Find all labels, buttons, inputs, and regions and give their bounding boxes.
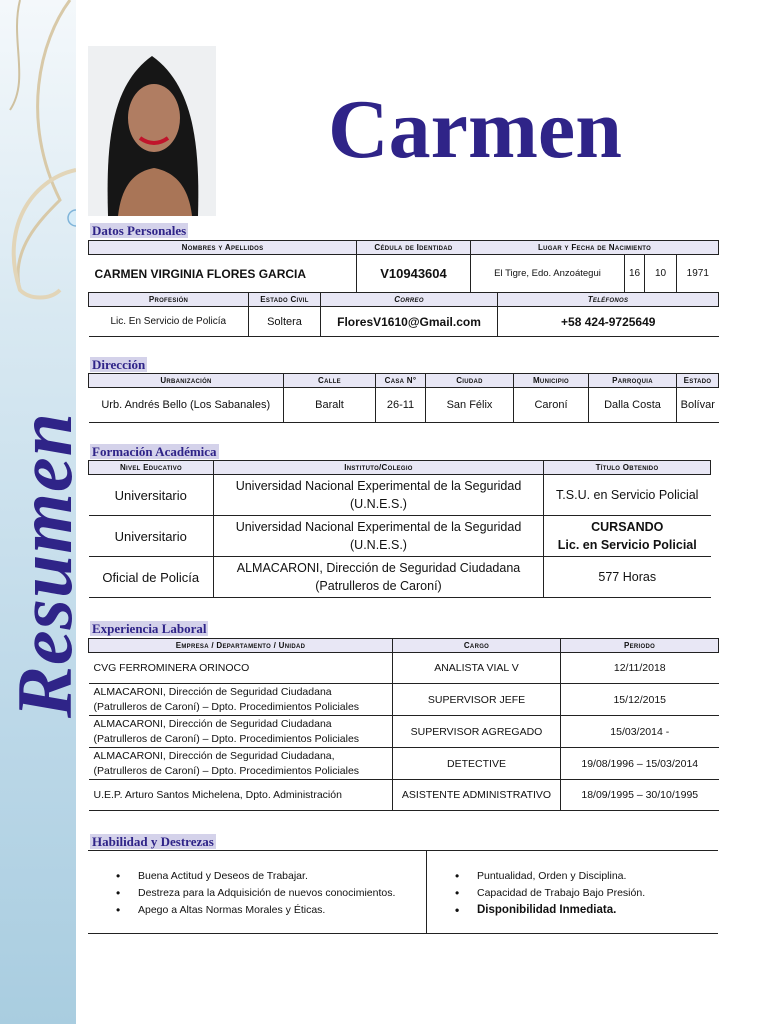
header-telefonos: Teléfonos — [498, 293, 719, 307]
list-item: • Disponibilidad Inmediata. — [427, 902, 718, 919]
empresa-value — [89, 716, 393, 748]
instituto-line-1: ALMACARONI, Dirección de Seguridad Ciudadana — [236, 561, 521, 575]
header-cedula: Cédula de Identidad — [357, 241, 471, 255]
experiencia-table — [88, 638, 719, 811]
formacion-title: Formación Académica — [92, 444, 217, 459]
section-title-direccion — [90, 357, 147, 373]
nivel-value: Oficial de Policía — [89, 557, 214, 598]
instituto-line-2: (U.N.E.S.) — [350, 538, 407, 552]
instituto-line-1: Universidad Nacional Experimental de la Seguridad — [235, 520, 522, 534]
table-row — [89, 653, 719, 684]
empresa-line-2: (Patrulleros de Caroní) – Dpto. Procedimientos Policiales — [93, 732, 360, 745]
empresa-line-1: ALMACARONI, Dirección de Seguridad Ciudadana — [93, 685, 332, 698]
list-item: • Buena Actitud y Deseos de Trabajar. — [88, 868, 426, 885]
table-row — [89, 516, 711, 557]
header-titulo: Título Obtenido — [544, 461, 711, 475]
header-correo: Correo — [321, 293, 498, 307]
nivel-value: Universitario — [89, 475, 214, 516]
periodo-value: 15/03/2014 - — [561, 716, 719, 748]
section-title-formacion — [90, 444, 219, 460]
cargo-value: SUPERVISOR JEFE — [393, 684, 561, 716]
titulo-value: 577 Horas — [544, 557, 711, 598]
full-name: CARMEN VIRGINIA FLORES GARCIA — [89, 255, 357, 293]
titulo-value — [544, 516, 711, 557]
list-item: • Capacidad de Trabajo Bajo Presión. — [427, 885, 718, 902]
cargo-value: ANALISTA VIAL V — [393, 653, 561, 684]
datos-personales-table-1 — [88, 240, 719, 293]
municipio-value: Caroní — [514, 388, 589, 423]
habilidades-left-list — [88, 851, 426, 919]
list-item: • Destreza para la Adquisición de nuevos conocimientos. — [88, 885, 426, 902]
empresa-line-1: ALMACARONI, Dirección de Seguridad Ciudadana, — [93, 749, 335, 762]
empresa-line-2: (Patrulleros de Caroní) – Dpto. Procedimientos Policiales — [93, 764, 360, 777]
profile-photo — [88, 46, 216, 216]
header-cargo: Cargo — [393, 639, 561, 653]
header-calle: Calle — [284, 374, 376, 388]
parroquia-value: Dalla Costa — [589, 388, 677, 423]
direccion-title: Dirección — [92, 357, 146, 372]
habilidades-title: Habilidad y Destrezas — [92, 834, 214, 849]
periodo-value: 19/08/1996 – 15/03/2014 — [561, 748, 719, 780]
habilidades-left-column — [88, 851, 427, 933]
cargo-value: SUPERVISOR AGREGADO — [393, 716, 561, 748]
titulo-line-2: Lic. en Servicio Policial — [557, 538, 697, 552]
estado-value: Bolívar — [677, 388, 719, 423]
lugar-nacimiento: El Tigre, Edo. Anzoátegui — [471, 255, 625, 293]
instituto-value — [214, 557, 544, 598]
list-item: • Apego a Altas Normas Morales y Éticas. — [88, 902, 426, 919]
vertical-title: Resumen — [1, 411, 88, 719]
datos-personales-table-2 — [88, 292, 719, 337]
table-row — [89, 684, 719, 716]
empresa-line-1: ALMACARONI, Dirección de Seguridad Ciudadana — [93, 717, 332, 730]
empresa-line-2: (Patrulleros de Caroní) – Dpto. Procedimientos Policiales — [93, 700, 360, 713]
header-nivel: Nivel Educativo — [89, 461, 214, 475]
empresa-value: U.E.P. Arturo Santos Michelena, Dpto. Administración — [89, 780, 393, 811]
direccion-table — [88, 373, 719, 423]
header-empresa: Empresa / Departamento / Unidad — [89, 639, 393, 653]
empresa-value — [89, 684, 393, 716]
header-urbanizacion: Urbanización — [89, 374, 284, 388]
calle-value: Baralt — [284, 388, 376, 423]
header-municipio: Municipio — [514, 374, 589, 388]
table-row — [89, 716, 719, 748]
swirl-decoration — [0, 0, 76, 320]
instituto-line-1: Universidad Nacional Experimental de la Seguridad — [235, 479, 522, 493]
profesion-value: Lic. En Servicio de Policía — [89, 307, 249, 337]
titulo-value: T.S.U. en Servicio Policial — [544, 475, 711, 516]
section-title-experiencia — [90, 621, 208, 637]
nivel-value: Universitario — [89, 516, 214, 557]
header-periodo: Periodo — [561, 639, 719, 653]
cargo-value: ASISTENTE ADMINISTRATIVO — [393, 780, 561, 811]
habilidades-right-column — [427, 851, 718, 933]
telefono-value: +58 424-9725649 — [498, 307, 719, 337]
header-estado-civil: Estado Civil — [249, 293, 321, 307]
datos-personales-title: Datos Personales — [92, 223, 187, 238]
instituto-line-2: (Patrulleros de Caroní) — [315, 579, 442, 593]
casa-value: 26-11 — [376, 388, 426, 423]
header-estado: Estado — [677, 374, 719, 388]
header-ciudad: Ciudad — [426, 374, 514, 388]
habilidades-box — [88, 850, 718, 934]
person-photo-icon — [88, 46, 216, 216]
titulo-line-1: CURSANDO — [591, 520, 664, 534]
header-parroquia: Parroquia — [589, 374, 677, 388]
anio-nacimiento: 1971 — [677, 255, 719, 293]
ciudad-value: San Félix — [426, 388, 514, 423]
habilidades-right-list — [427, 851, 718, 919]
experiencia-title: Experiencia Laboral — [92, 621, 207, 636]
estado-civil-value: Soltera — [249, 307, 321, 337]
table-row — [89, 780, 719, 811]
correo-value: FloresV1610@Gmail.com — [321, 307, 498, 337]
cedula-value: V10943604 — [357, 255, 471, 293]
header-profesion: Profesión — [89, 293, 249, 307]
instituto-value — [214, 475, 544, 516]
header-casa: Casa N° — [376, 374, 426, 388]
section-title-datos-personales — [90, 223, 188, 239]
table-row — [89, 557, 711, 598]
section-title-habilidades — [90, 834, 216, 850]
cargo-value: DETECTIVE — [393, 748, 561, 780]
table-row — [89, 748, 719, 780]
periodo-value: 18/09/1995 – 30/10/1995 — [561, 780, 719, 811]
table-row — [89, 475, 711, 516]
formacion-table — [88, 460, 711, 598]
periodo-value: 15/12/2015 — [561, 684, 719, 716]
urbanizacion-value: Urb. Andrés Bello (Los Sabanales) — [89, 388, 284, 423]
candidate-name: Carmen — [328, 83, 622, 176]
header-instituto: Instituto/Colegio — [214, 461, 544, 475]
header-lugar-fecha: Lugar y Fecha de Nacimiento — [471, 241, 719, 255]
periodo-value: 12/11/2018 — [561, 653, 719, 684]
header-nombres: Nombres y Apellidos — [89, 241, 357, 255]
empresa-value — [89, 748, 393, 780]
empresa-value: CVG FERROMINERA ORINOCO — [89, 653, 393, 684]
list-item: • Puntualidad, Orden y Disciplina. — [427, 868, 718, 885]
instituto-value — [214, 516, 544, 557]
dia-nacimiento: 16 — [625, 255, 645, 293]
instituto-line-2: (U.N.E.S.) — [350, 497, 407, 511]
mes-nacimiento: 10 — [645, 255, 677, 293]
